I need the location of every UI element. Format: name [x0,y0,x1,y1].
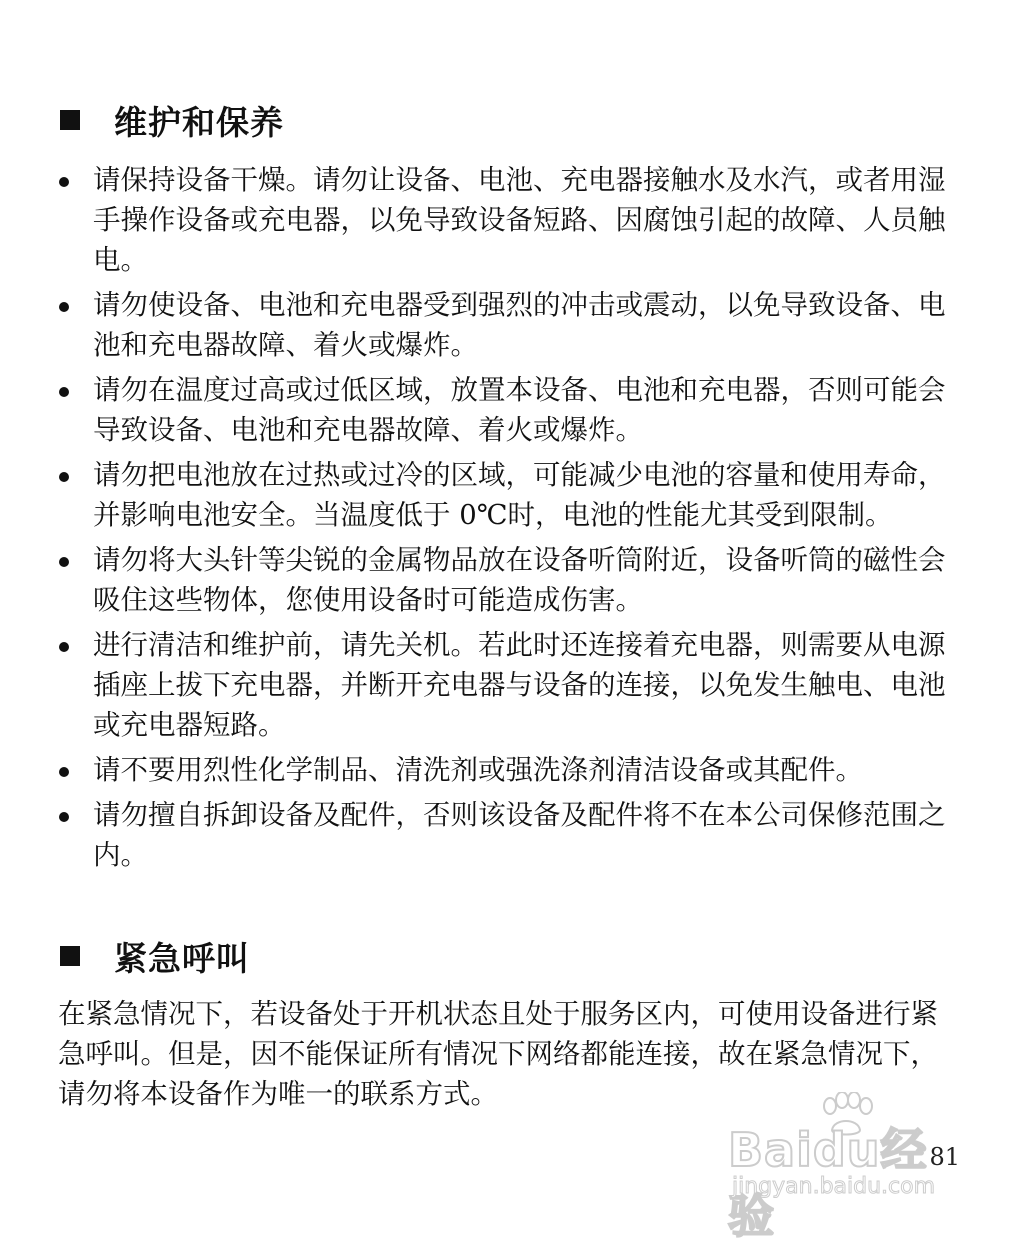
section-title: 紧急呼叫 [114,938,250,978]
list-item-text: 进行清洁和维护前，请先关机。若此时还连接着充电器，则需要从电源插座上拔下充电器，并断开充电器与设备的连接，以免发生触电、电池或充电器短路。 [93,629,946,741]
bullet-icon [59,767,69,777]
section-title: 维护和保养 [114,102,284,142]
square-bullet-icon [60,946,80,966]
bullet-icon [59,387,69,397]
list-item-text: 请勿擅自拆卸设备及配件，否则该设备及配件将不在本公司保修范围之内。 [93,799,946,871]
list-item-text: 请勿在温度过高或过低区域，放置本设备、电池和充电器，否则可能会导致设备、电池和充电器故障、着火或爆炸。 [93,374,946,446]
bullet-icon [59,642,69,652]
list-item-text: 请勿将大头针等尖锐的金属物品放在设备听筒附近，设备听筒的磁性会吸住这些物体，您使用设备时可能造成伤害。 [93,544,946,616]
bullet-icon [59,557,69,567]
list-item [56,540,968,620]
list-item-text: 请不要用烈性化学制品、清洗剂或强洗涤剂清洁设备或其配件。 [93,754,863,786]
section-heading-emergency-call [60,934,250,978]
bullet-icon [59,812,69,822]
emergency-paragraph: 在紧急情况下，若设备处于开机状态且处于服务区内，可使用设备进行紧急呼叫。但是，因不能保证所有情况下网络都能连接，故在紧急情况下，请勿将本设备作为唯一的联系方式。 [58,998,938,1110]
square-bullet-icon [60,110,80,130]
list-item [56,160,968,280]
list-item-text: 请勿把电池放在过热或过冷的区域，可能减少电池的容量和使用寿命，并影响电池安全。当温度低于 0℃时，电池的性能尤其受到限制。 [93,459,946,531]
list-item-text: 请勿使设备、电池和充电器受到强烈的冲击或震动，以免导致设备、电池和充电器故障、着火或爆炸。 [93,289,946,361]
bullet-icon [59,302,69,312]
bullet-icon [59,177,69,187]
bullet-icon [59,472,69,482]
section-heading-maintenance [60,98,284,142]
watermark-brand-text: Baidu经验 [728,1123,928,1243]
list-item [56,750,968,790]
maintenance-list [56,160,968,880]
list-item [56,285,968,365]
list-item [56,370,968,450]
list-item [56,795,968,875]
watermark-url-text: jingyan.baidu.com [732,1174,936,1199]
list-item-text: 请保持设备干燥。请勿让设备、电池、充电器接触水及水汽，或者用湿手操作设备或充电器，以免导致设备短路、因腐蚀引起的故障、人员触电。 [93,164,946,276]
page-number: 81 [929,1143,960,1171]
list-item [56,625,968,745]
list-item [56,455,968,535]
